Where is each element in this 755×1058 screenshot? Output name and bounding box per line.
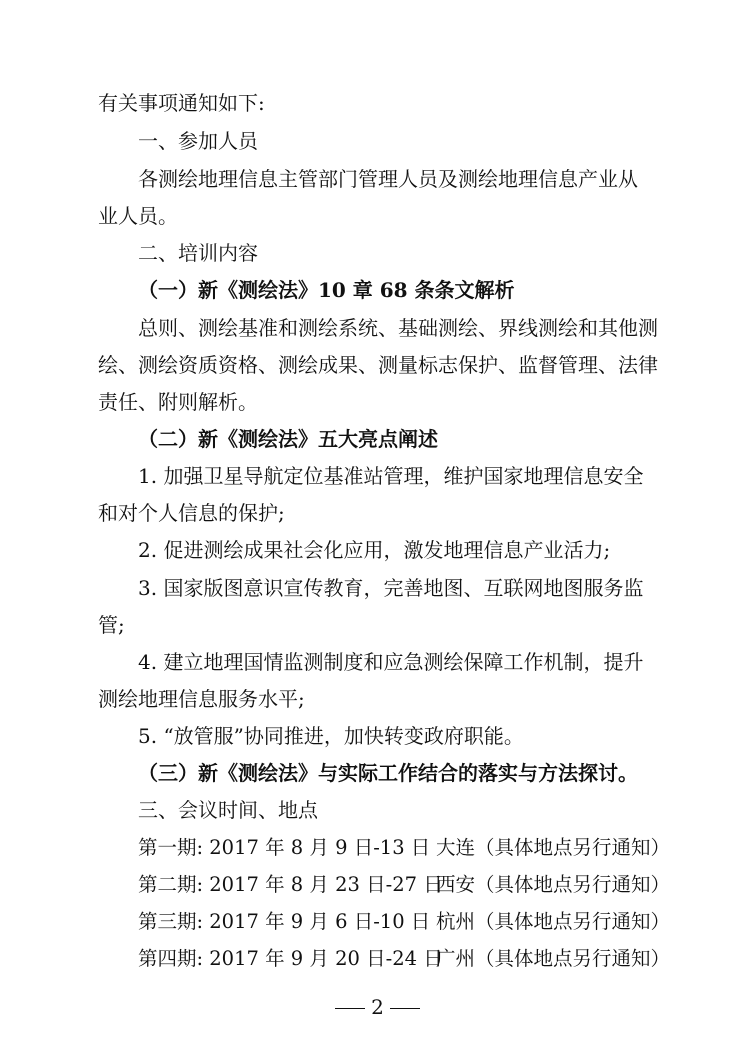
section-3-heading: 三、会议时间、地点 [138, 798, 318, 822]
point-1-line-1: 1. 加强卫星导航定位基准站管理，维护国家地理信息安全 [138, 464, 644, 488]
point-4-line-2: 测绘地理信息服务水平; [98, 687, 305, 711]
point-3-line-2: 管; [98, 613, 125, 637]
section-2-heading: 二、培训内容 [138, 241, 258, 265]
session-row [138, 909, 670, 935]
page-number-footer [0, 994, 755, 1020]
point-5: 5. “放管服”协同推进，加快转变政府职能。 [138, 724, 524, 748]
subsection-1-body-line-1: 总则、测绘基准和测绘系统、基础测绘、界线测绘和其他测 [138, 316, 658, 340]
session-place: 杭州（具体地点另行通知） [436, 910, 671, 933]
point-3-line-1: 3. 国家版图意识宣传教育，完善地图、互联网地图服务监 [138, 576, 644, 600]
point-4-line-1: 4. 建立地理国情监测制度和应急测绘保障工作机制，提升 [138, 650, 644, 674]
page-number: 2 [371, 995, 384, 1019]
session-row [138, 835, 670, 861]
subsection-2-heading: （二）新《测绘法》五大亮点阐述 [138, 427, 438, 451]
point-1-line-2: 和对个人信息的保护; [98, 501, 285, 525]
session-date: 第四期: 2017 年 9 月 20 日-24 日 [138, 947, 443, 970]
section-1-body-line-1: 各测绘地理信息主管部门管理人员及测绘地理信息产业从 [138, 167, 638, 191]
session-date: 第二期: 2017 年 8 月 23 日-27 日 [138, 873, 443, 896]
intro-text: 有关事项通知如下: [98, 91, 265, 115]
section-1-heading: 一、参加人员 [138, 129, 258, 153]
session-place: 西安（具体地点另行通知） [436, 873, 671, 896]
session-date: 第一期: 2017 年 8 月 9 日-13 日 [138, 836, 431, 859]
session-place: 大连（具体地点另行通知） [436, 836, 671, 859]
session-row [138, 872, 670, 898]
section-1-body-line-2: 业人员。 [98, 204, 178, 228]
point-2: 2. 促进测绘成果社会化应用，激发地理信息产业活力; [138, 538, 611, 562]
left-dash [335, 1008, 365, 1009]
session-date: 第三期: 2017 年 9 月 6 日-10 日 [138, 910, 431, 933]
session-place: 广州（具体地点另行通知） [436, 947, 671, 970]
subsection-3-heading: （三）新《测绘法》与实际工作结合的落实与方法探讨。 [138, 761, 638, 785]
subsection-1-heading: （一）新《测绘法》10 章 68 条条文解析 [138, 278, 515, 302]
right-dash [390, 1008, 420, 1009]
subsection-1-body-line-3: 责任、附则解析。 [98, 390, 258, 414]
session-row [138, 946, 670, 972]
subsection-1-body-line-2: 绘、测绘资质资格、测绘成果、测量标志保护、监督管理、法律 [98, 353, 658, 377]
